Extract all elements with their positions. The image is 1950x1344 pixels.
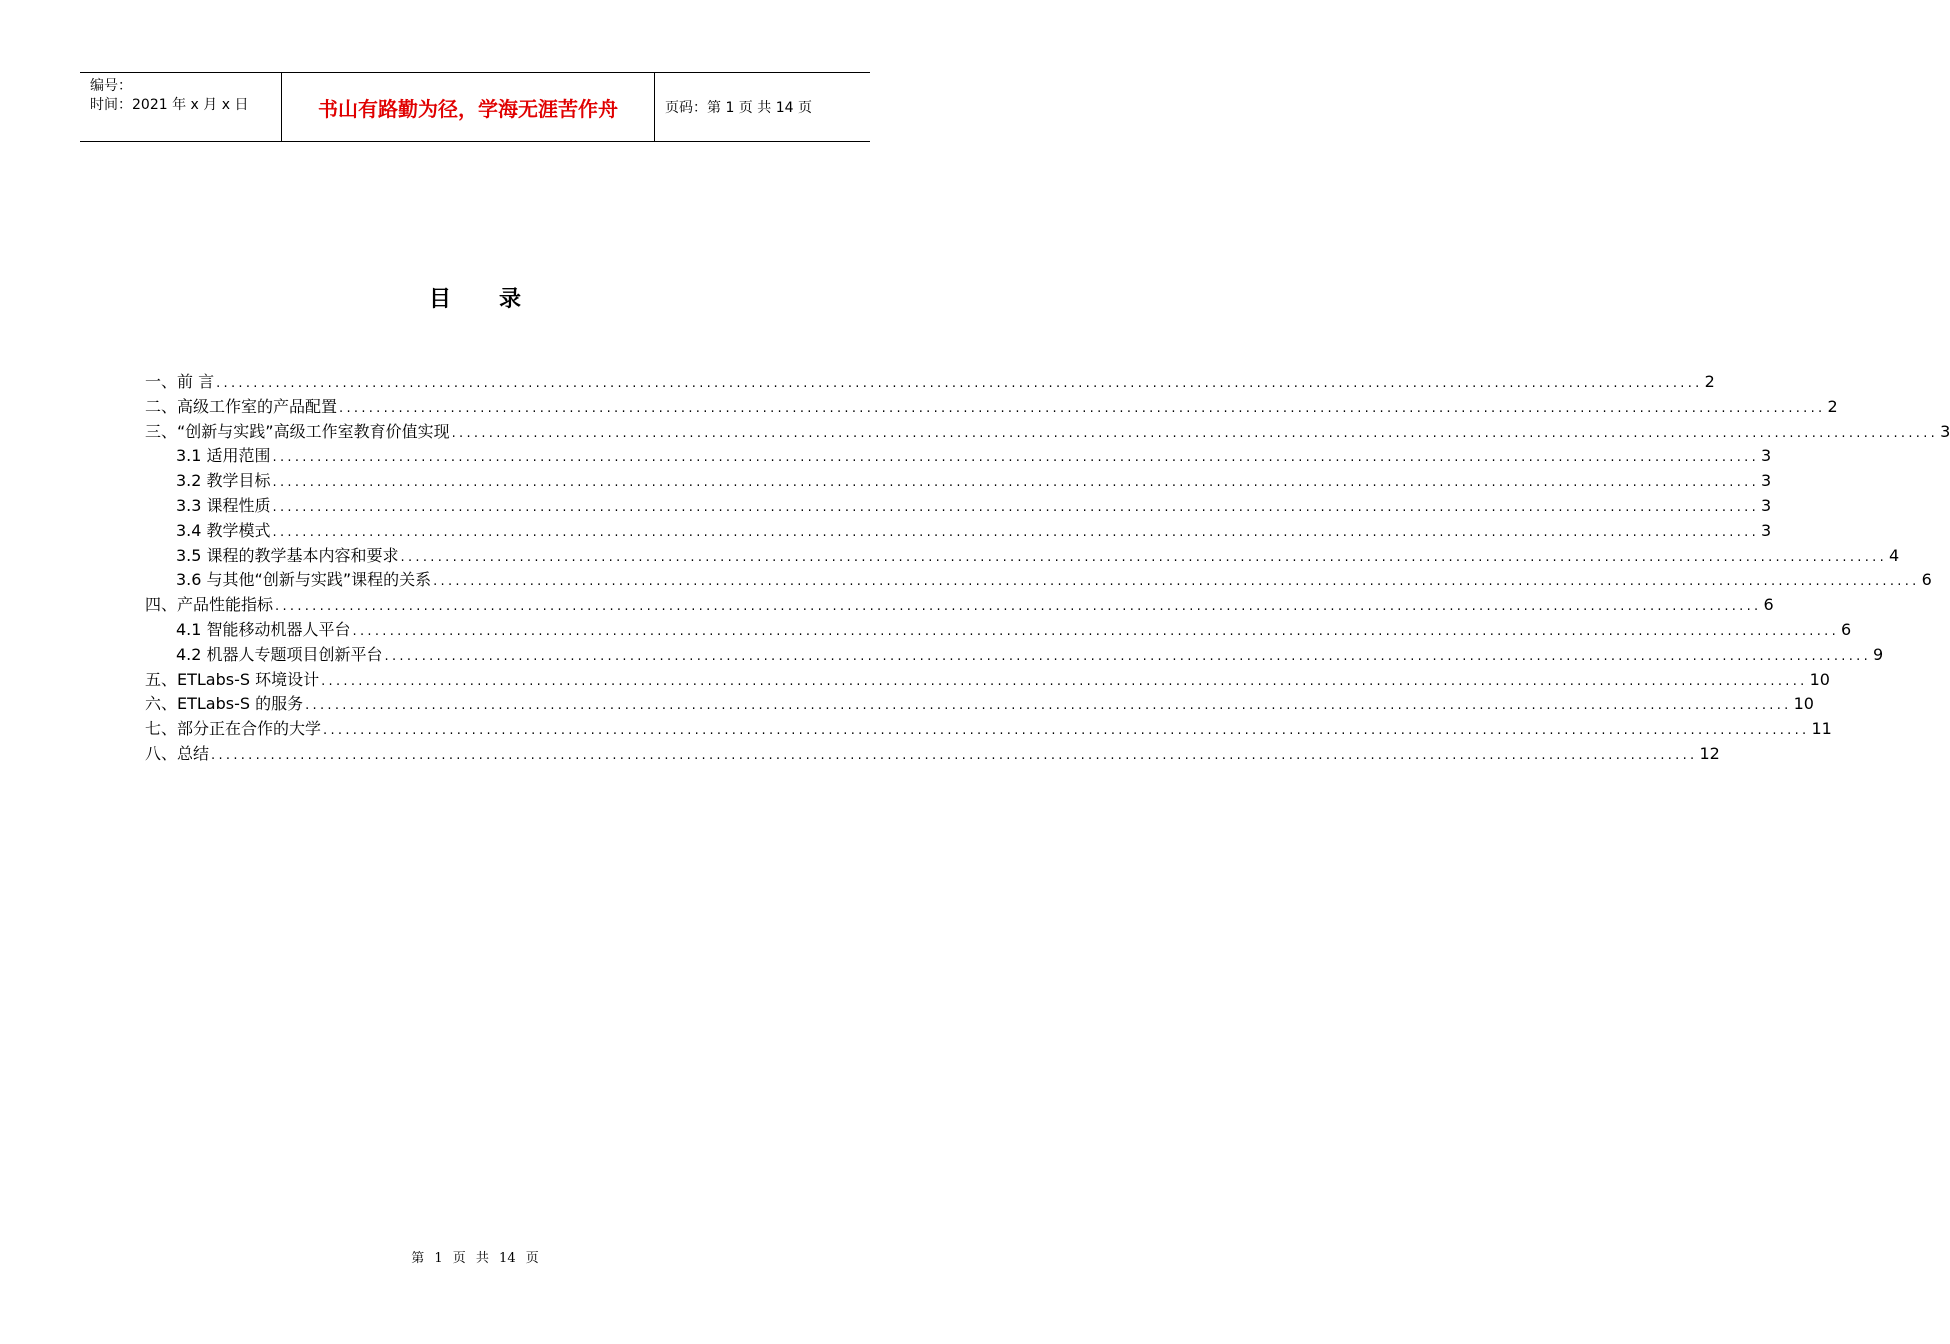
toc-entry-title: 3.5 课程的教学基本内容和要求 bbox=[176, 545, 399, 565]
table-of-contents bbox=[145, 370, 1950, 767]
toc-entry-title: 六、ETLabs-S 的服务 bbox=[145, 694, 304, 714]
toc-entry[interactable] bbox=[145, 544, 1900, 569]
toc-dot-leader: ........................................................................................................................................................................................................ bbox=[216, 376, 1703, 391]
toc-dot-leader: ........................................................................................................................................................................................................ bbox=[275, 599, 1762, 615]
toc-entry-title: 四、产品性能指标 bbox=[145, 595, 274, 615]
toc-entry-page: 6 bbox=[1841, 619, 1852, 639]
toc-entry[interactable] bbox=[145, 444, 1772, 469]
date-label: 时间：2021 年 x 月 x 日 bbox=[90, 97, 249, 113]
toc-entry-title: 3.3 课程性质 bbox=[176, 495, 271, 515]
page-footer: 第 1 页 共 14 页 bbox=[411, 1251, 539, 1266]
toc-entry-page: 3 bbox=[1761, 446, 1772, 466]
toc-entry[interactable] bbox=[145, 370, 1715, 395]
toc-entry[interactable] bbox=[145, 469, 1772, 494]
toc-entry-title: 八、总结 bbox=[145, 743, 210, 763]
toc-dot-leader: ........................................................................................................................................................................................................ bbox=[400, 549, 1888, 565]
toc-dot-leader: ........................................................................................................................................................................................................ bbox=[272, 475, 1760, 491]
toc-entry-title: 4.1 智能移动机器人平台 bbox=[176, 619, 351, 639]
toc-dot-leader: ........................................................................................................................................................................................................ bbox=[384, 648, 1872, 664]
toc-entry-title: 3.2 教学目标 bbox=[176, 471, 271, 491]
toc-entry-title: 3.1 适用范围 bbox=[176, 446, 271, 466]
code-label: 编号： bbox=[90, 78, 132, 94]
toc-entry-page: 12 bbox=[1699, 743, 1720, 763]
toc-entry-page: 6 bbox=[1921, 570, 1932, 590]
toc-entry-title: 3.6 与其他“创新与实践”课程的关系 bbox=[176, 570, 432, 590]
header-motto: 书山有路勤为径，学海无涯苦作舟 bbox=[281, 73, 655, 141]
toc-dot-leader: ........................................................................................................................................................................................................ bbox=[272, 450, 1760, 466]
toc-entry-page: 3 bbox=[1761, 520, 1772, 540]
toc-entry-title: 一、前 言 bbox=[145, 372, 215, 391]
toc-dot-leader: ........................................................................................................................................................................................................ bbox=[211, 747, 1698, 763]
toc-title-char-1: 目 bbox=[428, 287, 451, 312]
toc-entry[interactable] bbox=[145, 568, 1932, 593]
toc-dot-leader: ........................................................................................................................................................................................................ bbox=[433, 574, 1920, 590]
toc-dot-leader: ........................................................................................................................................................................................................ bbox=[272, 524, 1760, 540]
header-meta bbox=[80, 73, 281, 141]
toc-dot-leader: ........................................................................................................................................................................................................ bbox=[352, 623, 1840, 639]
toc-entry-page: 10 bbox=[1809, 669, 1830, 689]
toc-entry[interactable] bbox=[145, 668, 1830, 693]
toc-entry[interactable] bbox=[145, 742, 1720, 767]
toc-entry-page: 3 bbox=[1761, 471, 1772, 491]
toc-entry-page: 11 bbox=[1811, 719, 1832, 739]
toc-entry-page: 4 bbox=[1889, 545, 1900, 565]
toc-dot-leader: ........................................................................................................................................................................................................ bbox=[323, 723, 1810, 739]
toc-entry-page: 2 bbox=[1827, 396, 1838, 416]
toc-entry[interactable] bbox=[145, 618, 1852, 643]
toc-entry-page: 3 bbox=[1940, 421, 1950, 441]
toc-entry[interactable] bbox=[145, 395, 1838, 420]
toc-entry-title: 三、“创新与实践”高级工作室教育价值实现 bbox=[145, 421, 450, 441]
toc-entry-page: 9 bbox=[1873, 644, 1884, 664]
toc-dot-leader: ........................................................................................................................................................................................................ bbox=[321, 673, 1808, 689]
toc-title-char-2: 录 bbox=[499, 287, 522, 312]
toc-entry[interactable] bbox=[145, 643, 1884, 668]
toc-entry-page: 10 bbox=[1793, 694, 1814, 714]
toc-entry-title: 4.2 机器人专题项目创新平台 bbox=[176, 644, 383, 664]
toc-dot-leader: ........................................................................................................................................................................................................ bbox=[451, 425, 1939, 441]
toc-entry[interactable] bbox=[145, 420, 1950, 445]
page-header bbox=[80, 72, 870, 142]
toc-entry[interactable] bbox=[145, 593, 1774, 618]
toc-dot-leader: ........................................................................................................................................................................................................ bbox=[305, 698, 1792, 714]
toc-entry[interactable] bbox=[145, 717, 1832, 742]
toc-entry-title: 五、ETLabs-S 环境设计 bbox=[145, 669, 320, 689]
toc-entry-title: 3.4 教学模式 bbox=[176, 520, 271, 540]
toc-entry[interactable] bbox=[145, 494, 1772, 519]
toc-dot-leader: ........................................................................................................................................................................................................ bbox=[272, 499, 1760, 515]
header-page-info: 页码：第 1 页 共 14 页 bbox=[665, 100, 812, 116]
toc-entry-title: 七、部分正在合作的大学 bbox=[145, 719, 322, 739]
toc-entry[interactable] bbox=[145, 692, 1814, 717]
toc-entry[interactable] bbox=[145, 519, 1772, 544]
toc-entry-title: 二、高级工作室的产品配置 bbox=[145, 396, 338, 416]
toc-entry-page: 2 bbox=[1704, 372, 1715, 391]
toc-entry-page: 3 bbox=[1761, 495, 1772, 515]
toc-title bbox=[0, 282, 950, 313]
toc-dot-leader: ........................................................................................................................................................................................................ bbox=[339, 400, 1826, 416]
toc-entry-page: 6 bbox=[1763, 595, 1774, 615]
